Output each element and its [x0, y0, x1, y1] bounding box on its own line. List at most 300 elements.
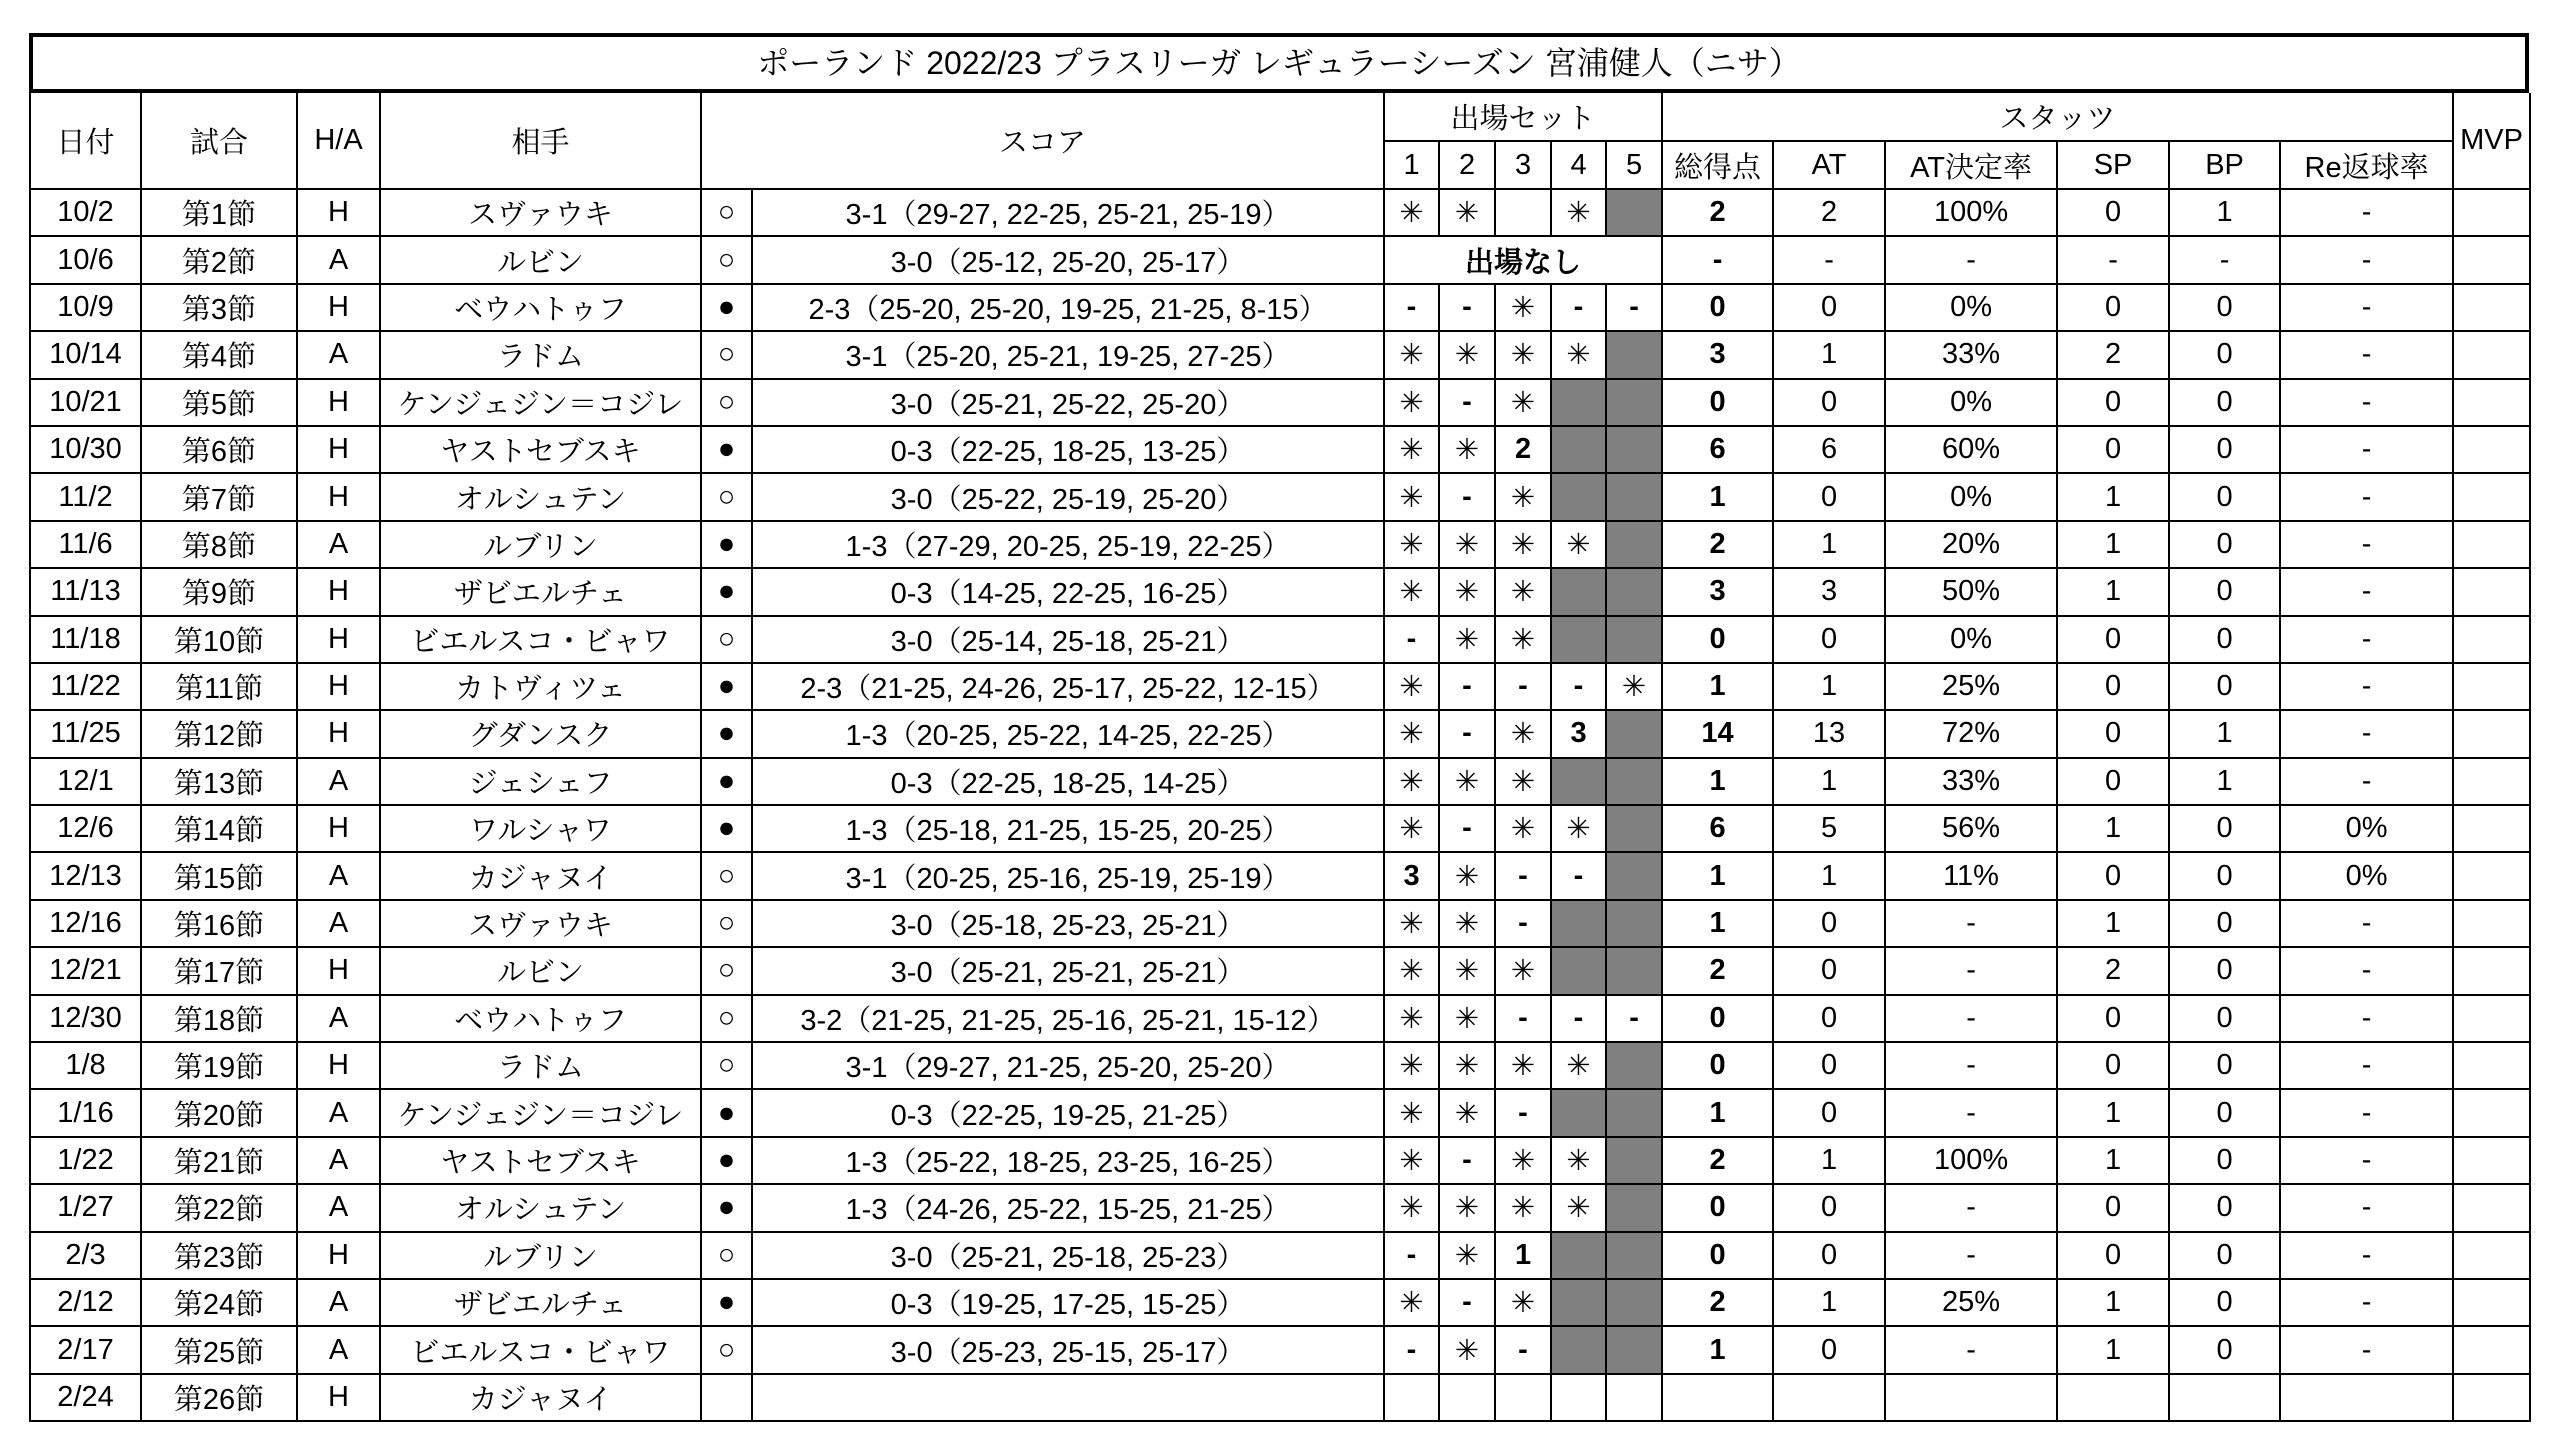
attack-points-cell: 0 — [1773, 616, 1885, 663]
block-points-cell: 0 — [2169, 947, 2280, 994]
total-points-cell: 6 — [1662, 805, 1773, 852]
reception-rate-cell: - — [2280, 379, 2453, 426]
match-row — [30, 568, 2530, 615]
result-mark-cell — [701, 1374, 752, 1421]
attack-points-cell: 1 — [1773, 331, 1885, 378]
opponent-cell: ルブリン — [380, 521, 701, 568]
attack-points-cell: 0 — [1773, 473, 1885, 520]
set-2-cell: ✳ — [1439, 1184, 1495, 1231]
set-4-cell: - — [1551, 852, 1606, 899]
serve-points-cell: 0 — [2057, 1042, 2169, 1089]
score-cell: 1-3（25-18, 21-25, 15-25, 20-25） — [752, 805, 1384, 852]
set-4-cell — [1551, 1326, 1606, 1373]
set-5-cell — [1606, 1089, 1662, 1136]
home-away-cell: A — [297, 236, 380, 283]
set-1-cell: ✳ — [1384, 1042, 1439, 1089]
match-row — [30, 805, 2530, 852]
serve-points-cell: 0 — [2057, 189, 2169, 236]
mvp-cell — [2453, 1184, 2530, 1231]
set-2-cell: - — [1439, 284, 1495, 331]
date-cell: 10/6 — [30, 236, 141, 283]
set-2-cell: ✳ — [1439, 1326, 1495, 1373]
set-4-cell: ✳ — [1551, 1137, 1606, 1184]
date-cell: 12/21 — [30, 947, 141, 994]
result-mark-cell: ○ — [701, 473, 752, 520]
set-4-cell — [1551, 758, 1606, 805]
no-appearance-cell: 出場なし — [1384, 236, 1662, 283]
opponent-cell: ベウハトゥフ — [380, 995, 701, 1042]
result-mark-cell: ○ — [701, 852, 752, 899]
date-cell: 2/24 — [30, 1374, 141, 1421]
attack-points-cell — [1773, 1374, 1885, 1421]
total-points-cell: 1 — [1662, 758, 1773, 805]
opponent-cell: カジャヌイ — [380, 1374, 701, 1421]
attack-points-cell: - — [1773, 236, 1885, 283]
total-points-cell: 1 — [1662, 852, 1773, 899]
date-cell: 12/16 — [30, 900, 141, 947]
block-points-cell: 0 — [2169, 379, 2280, 426]
attack-points-cell: 0 — [1773, 1326, 1885, 1373]
attack-rate-cell: - — [1885, 1326, 2057, 1373]
set-5-cell — [1606, 1279, 1662, 1326]
set-4-cell — [1551, 426, 1606, 473]
header-home-away: H/A — [297, 93, 380, 189]
total-points-cell: 0 — [1662, 284, 1773, 331]
reception-rate-cell: - — [2280, 1232, 2453, 1279]
match-number-cell: 第8節 — [141, 521, 297, 568]
stats-sheet — [29, 33, 2529, 1422]
set-2-cell: ✳ — [1439, 1089, 1495, 1136]
score-cell: 3-1（20-25, 25-16, 25-19, 25-19） — [752, 852, 1384, 899]
match-number-cell: 第14節 — [141, 805, 297, 852]
attack-rate-cell: 0% — [1885, 473, 2057, 520]
set-2-cell: ✳ — [1439, 1232, 1495, 1279]
set-3-cell: ✳ — [1495, 473, 1551, 520]
match-row — [30, 852, 2530, 899]
set-3-cell: ✳ — [1495, 1042, 1551, 1089]
match-row — [30, 284, 2530, 331]
header-score: スコア — [701, 93, 1384, 189]
set-2-cell: ✳ — [1439, 852, 1495, 899]
score-cell: 3-0（25-18, 25-23, 25-21） — [752, 900, 1384, 947]
total-points-cell: 6 — [1662, 426, 1773, 473]
set-1-cell: ✳ — [1384, 900, 1439, 947]
match-number-cell: 第25節 — [141, 1326, 297, 1373]
date-cell: 10/9 — [30, 284, 141, 331]
mvp-cell — [2453, 758, 2530, 805]
total-points-cell: 2 — [1662, 521, 1773, 568]
set-1-cell: - — [1384, 1232, 1439, 1279]
set-5-cell — [1606, 1042, 1662, 1089]
set-3-cell: ✳ — [1495, 1279, 1551, 1326]
result-mark-cell: ○ — [701, 1232, 752, 1279]
total-points-cell: 0 — [1662, 995, 1773, 1042]
set-3-cell: - — [1495, 995, 1551, 1042]
score-cell: 3-0（25-14, 25-18, 25-21） — [752, 616, 1384, 663]
header-set-4: 4 — [1551, 141, 1606, 189]
set-4-cell — [1551, 947, 1606, 994]
reception-rate-cell: - — [2280, 758, 2453, 805]
serve-points-cell — [2057, 1374, 2169, 1421]
set-4-cell: ✳ — [1551, 1184, 1606, 1231]
home-away-cell: A — [297, 1279, 380, 1326]
set-2-cell: ✳ — [1439, 758, 1495, 805]
date-cell: 10/30 — [30, 426, 141, 473]
result-mark-cell: ● — [701, 1089, 752, 1136]
set-2-cell: - — [1439, 710, 1495, 757]
set-2-cell: ✳ — [1439, 568, 1495, 615]
mvp-cell — [2453, 1137, 2530, 1184]
result-mark-cell: ○ — [701, 995, 752, 1042]
total-points-cell: - — [1662, 236, 1773, 283]
set-1-cell: ✳ — [1384, 663, 1439, 710]
serve-points-cell: 0 — [2057, 426, 2169, 473]
reception-rate-cell: - — [2280, 1326, 2453, 1373]
result-mark-cell: ● — [701, 710, 752, 757]
total-points-cell: 0 — [1662, 379, 1773, 426]
attack-points-cell: 3 — [1773, 568, 1885, 615]
reception-rate-cell: - — [2280, 284, 2453, 331]
set-4-cell: 3 — [1551, 710, 1606, 757]
match-row — [30, 1326, 2530, 1373]
total-points-cell: 1 — [1662, 1326, 1773, 1373]
reception-rate-cell: - — [2280, 1042, 2453, 1089]
attack-rate-cell: 33% — [1885, 331, 2057, 378]
opponent-cell: カジャヌイ — [380, 852, 701, 899]
set-5-cell — [1606, 758, 1662, 805]
match-number-cell: 第22節 — [141, 1184, 297, 1231]
set-3-cell: - — [1495, 1089, 1551, 1136]
match-row — [30, 710, 2530, 757]
attack-points-cell: 2 — [1773, 189, 1885, 236]
set-4-cell — [1551, 1089, 1606, 1136]
attack-points-cell: 13 — [1773, 710, 1885, 757]
set-1-cell: ✳ — [1384, 805, 1439, 852]
attack-rate-cell: 60% — [1885, 426, 2057, 473]
set-1-cell — [1384, 1374, 1439, 1421]
match-number-cell: 第16節 — [141, 900, 297, 947]
match-number-cell: 第21節 — [141, 1137, 297, 1184]
result-mark-cell: ● — [701, 805, 752, 852]
score-cell: 1-3（25-22, 18-25, 23-25, 16-25） — [752, 1137, 1384, 1184]
set-1-cell: ✳ — [1384, 1184, 1439, 1231]
set-2-cell: - — [1439, 1279, 1495, 1326]
match-row — [30, 947, 2530, 994]
mvp-cell — [2453, 1089, 2530, 1136]
date-cell: 11/2 — [30, 473, 141, 520]
set-4-cell: - — [1551, 663, 1606, 710]
attack-rate-cell: 20% — [1885, 521, 2057, 568]
set-2-cell: - — [1439, 1137, 1495, 1184]
set-5-cell — [1606, 1326, 1662, 1373]
date-cell: 11/6 — [30, 521, 141, 568]
home-away-cell: H — [297, 1374, 380, 1421]
set-4-cell — [1551, 616, 1606, 663]
header-stats-group: スタッツ — [1662, 93, 2453, 141]
set-5-cell — [1606, 1184, 1662, 1231]
match-row — [30, 616, 2530, 663]
date-cell: 12/6 — [30, 805, 141, 852]
attack-points-cell: 0 — [1773, 1089, 1885, 1136]
attack-rate-cell: - — [1885, 1184, 2057, 1231]
score-cell: 3-0（25-21, 25-18, 25-23） — [752, 1232, 1384, 1279]
match-number-cell: 第11節 — [141, 663, 297, 710]
date-cell: 10/21 — [30, 379, 141, 426]
set-4-cell: ✳ — [1551, 331, 1606, 378]
set-5-cell: ✳ — [1606, 663, 1662, 710]
mvp-cell — [2453, 521, 2530, 568]
attack-rate-cell: 50% — [1885, 568, 2057, 615]
score-cell: 3-2（21-25, 21-25, 25-16, 25-21, 15-12） — [752, 995, 1384, 1042]
opponent-cell: ラドム — [380, 1042, 701, 1089]
match-row — [30, 995, 2530, 1042]
home-away-cell: H — [297, 426, 380, 473]
home-away-cell: A — [297, 331, 380, 378]
block-points-cell: 0 — [2169, 331, 2280, 378]
total-points-cell: 1 — [1662, 900, 1773, 947]
date-cell: 11/13 — [30, 568, 141, 615]
match-number-cell: 第3節 — [141, 284, 297, 331]
total-points-cell: 0 — [1662, 1042, 1773, 1089]
attack-rate-cell: 56% — [1885, 805, 2057, 852]
set-2-cell: ✳ — [1439, 1042, 1495, 1089]
total-points-cell: 2 — [1662, 1279, 1773, 1326]
header-serve-points: SP — [2057, 141, 2169, 189]
result-mark-cell: ● — [701, 1184, 752, 1231]
date-cell: 1/16 — [30, 1089, 141, 1136]
attack-rate-cell: - — [1885, 1232, 2057, 1279]
attack-rate-cell — [1885, 1374, 2057, 1421]
home-away-cell: H — [297, 379, 380, 426]
set-1-cell: ✳ — [1384, 710, 1439, 757]
result-mark-cell: ○ — [701, 331, 752, 378]
block-points-cell: 0 — [2169, 995, 2280, 1042]
total-points-cell: 14 — [1662, 710, 1773, 757]
score-cell: 3-0（25-21, 25-21, 25-21） — [752, 947, 1384, 994]
score-cell: 0-3（19-25, 17-25, 15-25） — [752, 1279, 1384, 1326]
set-3-cell: ✳ — [1495, 805, 1551, 852]
match-number-cell: 第1節 — [141, 189, 297, 236]
header-mvp: MVP — [2453, 93, 2530, 189]
header-row-1 — [30, 93, 2530, 141]
match-row — [30, 236, 2530, 283]
reception-rate-cell: - — [2280, 616, 2453, 663]
set-3-cell: - — [1495, 663, 1551, 710]
attack-points-cell: 1 — [1773, 521, 1885, 568]
header-opponent: 相手 — [380, 93, 701, 189]
set-3-cell: ✳ — [1495, 710, 1551, 757]
date-cell: 11/25 — [30, 710, 141, 757]
serve-points-cell: 0 — [2057, 663, 2169, 710]
block-points-cell: 0 — [2169, 521, 2280, 568]
result-mark-cell: ● — [701, 1137, 752, 1184]
result-mark-cell: ● — [701, 426, 752, 473]
block-points-cell: 0 — [2169, 1042, 2280, 1089]
set-1-cell: ✳ — [1384, 473, 1439, 520]
reception-rate-cell: - — [2280, 568, 2453, 615]
home-away-cell: H — [297, 284, 380, 331]
serve-points-cell: 0 — [2057, 284, 2169, 331]
attack-points-cell: 0 — [1773, 284, 1885, 331]
match-number-cell: 第9節 — [141, 568, 297, 615]
reception-rate-cell: - — [2280, 331, 2453, 378]
opponent-cell: ケンジェジン＝コジレ — [380, 1089, 701, 1136]
serve-points-cell: 1 — [2057, 1326, 2169, 1373]
set-1-cell: ✳ — [1384, 568, 1439, 615]
header-match: 試合 — [141, 93, 297, 189]
serve-points-cell: 0 — [2057, 852, 2169, 899]
reception-rate-cell: - — [2280, 995, 2453, 1042]
attack-points-cell: 1 — [1773, 1137, 1885, 1184]
score-cell: 1-3（27-29, 20-25, 25-19, 22-25） — [752, 521, 1384, 568]
home-away-cell: H — [297, 189, 380, 236]
set-3-cell: 1 — [1495, 1232, 1551, 1279]
set-4-cell: - — [1551, 284, 1606, 331]
home-away-cell: H — [297, 1042, 380, 1089]
set-1-cell: ✳ — [1384, 521, 1439, 568]
score-cell: 3-0（25-12, 25-20, 25-17） — [752, 236, 1384, 283]
attack-points-cell: 1 — [1773, 852, 1885, 899]
score-cell: 3-0（25-23, 25-15, 25-17） — [752, 1326, 1384, 1373]
serve-points-cell: 0 — [2057, 758, 2169, 805]
reception-rate-cell: - — [2280, 947, 2453, 994]
result-mark-cell: ○ — [701, 379, 752, 426]
set-1-cell: - — [1384, 616, 1439, 663]
result-mark-cell: ● — [701, 1279, 752, 1326]
date-cell: 12/30 — [30, 995, 141, 1042]
set-3-cell — [1495, 1374, 1551, 1421]
set-5-cell — [1606, 379, 1662, 426]
match-number-cell: 第13節 — [141, 758, 297, 805]
opponent-cell: ビエルスコ・ビャワ — [380, 616, 701, 663]
serve-points-cell: 1 — [2057, 473, 2169, 520]
serve-points-cell: 1 — [2057, 1279, 2169, 1326]
block-points-cell: 0 — [2169, 616, 2280, 663]
set-2-cell: ✳ — [1439, 947, 1495, 994]
opponent-cell: ルブリン — [380, 1232, 701, 1279]
opponent-cell: スヴァウキ — [380, 189, 701, 236]
serve-points-cell: 2 — [2057, 947, 2169, 994]
attack-points-cell: 0 — [1773, 1184, 1885, 1231]
attack-rate-cell: - — [1885, 947, 2057, 994]
match-row — [30, 663, 2530, 710]
mvp-cell — [2453, 663, 2530, 710]
date-cell: 1/22 — [30, 1137, 141, 1184]
header-sets-group: 出場セット — [1384, 93, 1662, 141]
header-set-5: 5 — [1606, 141, 1662, 189]
date-cell: 2/17 — [30, 1326, 141, 1373]
attack-points-cell: 5 — [1773, 805, 1885, 852]
result-mark-cell: ○ — [701, 1326, 752, 1373]
attack-rate-cell: 0% — [1885, 284, 2057, 331]
opponent-cell: スヴァウキ — [380, 900, 701, 947]
set-5-cell — [1606, 852, 1662, 899]
set-1-cell: 3 — [1384, 852, 1439, 899]
block-points-cell: 0 — [2169, 1089, 2280, 1136]
reception-rate-cell: 0% — [2280, 805, 2453, 852]
serve-points-cell: 0 — [2057, 1184, 2169, 1231]
attack-points-cell: 6 — [1773, 426, 1885, 473]
score-cell: 3-1（29-27, 22-25, 25-21, 25-19） — [752, 189, 1384, 236]
block-points-cell: 0 — [2169, 805, 2280, 852]
set-2-cell: - — [1439, 473, 1495, 520]
set-3-cell: 2 — [1495, 426, 1551, 473]
block-points-cell — [2169, 1374, 2280, 1421]
match-row — [30, 189, 2530, 236]
block-points-cell: 0 — [2169, 284, 2280, 331]
match-row — [30, 426, 2530, 473]
serve-points-cell: 1 — [2057, 521, 2169, 568]
date-cell: 12/13 — [30, 852, 141, 899]
set-5-cell — [1606, 521, 1662, 568]
home-away-cell: A — [297, 1326, 380, 1373]
home-away-cell: H — [297, 616, 380, 663]
attack-points-cell: 0 — [1773, 1042, 1885, 1089]
header-reception-rate: Re返球率 — [2280, 141, 2453, 189]
result-mark-cell: ○ — [701, 189, 752, 236]
home-away-cell: A — [297, 521, 380, 568]
set-5-cell — [1606, 1232, 1662, 1279]
header-attack-rate: AT決定率 — [1885, 141, 2057, 189]
reception-rate-cell: - — [2280, 473, 2453, 520]
set-2-cell: ✳ — [1439, 616, 1495, 663]
date-cell: 2/12 — [30, 1279, 141, 1326]
mvp-cell — [2453, 805, 2530, 852]
mvp-cell — [2453, 1232, 2530, 1279]
set-4-cell — [1551, 1374, 1606, 1421]
mvp-cell — [2453, 852, 2530, 899]
reception-rate-cell: - — [2280, 236, 2453, 283]
mvp-cell — [2453, 995, 2530, 1042]
header-total-points: 総得点 — [1662, 141, 1773, 189]
set-4-cell: ✳ — [1551, 1042, 1606, 1089]
result-mark-cell: ● — [701, 521, 752, 568]
serve-points-cell: 0 — [2057, 1232, 2169, 1279]
reception-rate-cell: - — [2280, 521, 2453, 568]
reception-rate-cell: - — [2280, 1279, 2453, 1326]
match-row — [30, 473, 2530, 520]
score-cell: 0-3（14-25, 22-25, 16-25） — [752, 568, 1384, 615]
set-5-cell — [1606, 426, 1662, 473]
home-away-cell: H — [297, 710, 380, 757]
match-number-cell: 第24節 — [141, 1279, 297, 1326]
set-3-cell: - — [1495, 900, 1551, 947]
match-rows — [30, 189, 2530, 1421]
home-away-cell: A — [297, 900, 380, 947]
mvp-cell — [2453, 1374, 2530, 1421]
total-points-cell: 1 — [1662, 473, 1773, 520]
total-points-cell: 2 — [1662, 1137, 1773, 1184]
set-5-cell — [1606, 473, 1662, 520]
set-1-cell: ✳ — [1384, 189, 1439, 236]
attack-points-cell: 1 — [1773, 1279, 1885, 1326]
opponent-cell: オルシュテン — [380, 473, 701, 520]
reception-rate-cell: - — [2280, 189, 2453, 236]
reception-rate-cell: - — [2280, 1089, 2453, 1136]
mvp-cell — [2453, 236, 2530, 283]
match-number-cell: 第12節 — [141, 710, 297, 757]
match-number-cell: 第4節 — [141, 331, 297, 378]
match-row — [30, 521, 2530, 568]
mvp-cell — [2453, 284, 2530, 331]
block-points-cell: 0 — [2169, 1137, 2280, 1184]
attack-points-cell: 0 — [1773, 1232, 1885, 1279]
block-points-cell: 1 — [2169, 758, 2280, 805]
opponent-cell: ワルシャワ — [380, 805, 701, 852]
set-1-cell: ✳ — [1384, 1279, 1439, 1326]
mvp-cell — [2453, 900, 2530, 947]
block-points-cell: 0 — [2169, 663, 2280, 710]
